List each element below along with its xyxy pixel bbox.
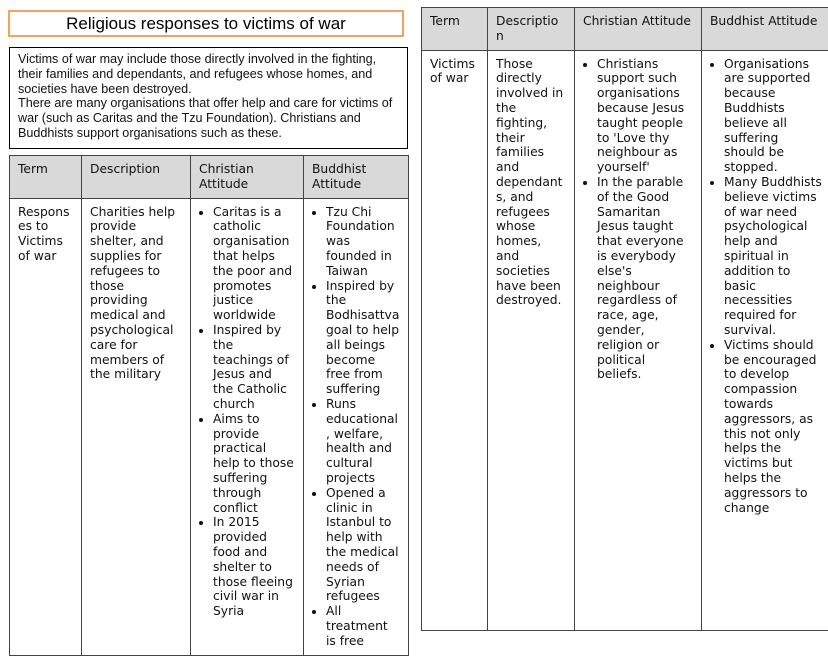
list-item: • Victims should be encouraged to develop compassion towards aggressors, as this not only helps the victims but helps the aggressors to change — [724, 338, 823, 516]
list-item: • Runs educational, welfare, health and cultural projects — [326, 397, 400, 486]
list-item: • Opened a clinic in Istanbul to help with the medical needs of Syrian refugees — [326, 486, 400, 604]
christian-cell — [575, 50, 702, 630]
list-item: • Christians support such organisations because Jesus taught people to 'Love thy neighbour as yourself' — [597, 57, 693, 175]
term-cell: Responses to Victims of war — [10, 198, 82, 655]
list-item: • Inspired by the Bodhisattva goal to help all beings become free from suffering — [326, 279, 400, 397]
header-description: Description — [488, 8, 575, 51]
intro-paragraph-1: Victims of war may include those directly involved in the fighting, their families and dependants, and refugees whose homes, and societies have been destroyed. — [18, 52, 399, 96]
page-title-text: Religious responses to victims of war — [66, 14, 346, 34]
intro-paragraph-2: There are many organisations that offer help and care for victims of war (such as Caritas and the Tzu Foundation). Christians and Buddhists support organisations such as these. — [18, 96, 399, 140]
right-knowledge-table — [421, 7, 828, 631]
list-item: • Organisations are supported because Buddhists believe all suffering should be stopped. — [724, 57, 823, 175]
list-item: • Aims to provide practical help to those suffering through conflict — [213, 412, 295, 516]
header-christian-attitude: Christian Attitude — [575, 8, 702, 51]
page-title — [8, 10, 404, 37]
description-cell: Those directly involved in the fighting, their families and dependants, and refugees whose homes, and societies have been destroyed. — [488, 50, 575, 630]
buddhist-cell — [702, 50, 828, 630]
list-item: • Inspired by the teachings of Jesus and the Catholic church — [213, 323, 295, 412]
header-term: Term — [10, 156, 82, 199]
table-header-row — [10, 156, 409, 199]
list-item: • All treatment is free — [326, 604, 400, 648]
list-item: • In 2015 provided food and shelter to those fleeing civil war in Syria — [213, 515, 295, 619]
table-row — [10, 198, 409, 655]
christian-cell — [191, 198, 304, 655]
list-item: • In the parable of the Good Samaritan Jesus taught that everyone is everybody else's neighbour regardless of race, age, gender, religion or political beliefs. — [597, 175, 693, 382]
intro-box — [9, 47, 408, 149]
header-buddhist-attitude: Buddhist Attitude — [702, 8, 828, 51]
left-knowledge-table — [9, 155, 409, 656]
header-christian-attitude: Christian Attitude — [191, 156, 304, 199]
christian-list — [199, 205, 295, 619]
table-row — [422, 50, 828, 630]
christian-list — [583, 57, 693, 383]
buddhist-list — [312, 205, 400, 649]
buddhist-cell — [304, 198, 409, 655]
table-header-row — [422, 8, 828, 51]
term-cell: Victims of war — [422, 50, 488, 630]
header-buddhist-attitude: Buddhist Attitude — [304, 156, 409, 199]
list-item: • Tzu Chi Foundation was founded in Taiwan — [326, 205, 400, 279]
buddhist-list — [710, 57, 823, 516]
header-description: Description — [82, 156, 191, 199]
description-cell: Charities help provide shelter, and supplies for refugees to those providing medical and psychological care for members of the military — [82, 198, 191, 655]
header-term: Term — [422, 8, 488, 51]
list-item: • Caritas is a catholic organisation that helps the poor and promotes justice worldwide — [213, 205, 295, 323]
list-item: • Many Buddhists believe victims of war need psychological help and spiritual in addition to basic necessities required for survival. — [724, 175, 823, 338]
